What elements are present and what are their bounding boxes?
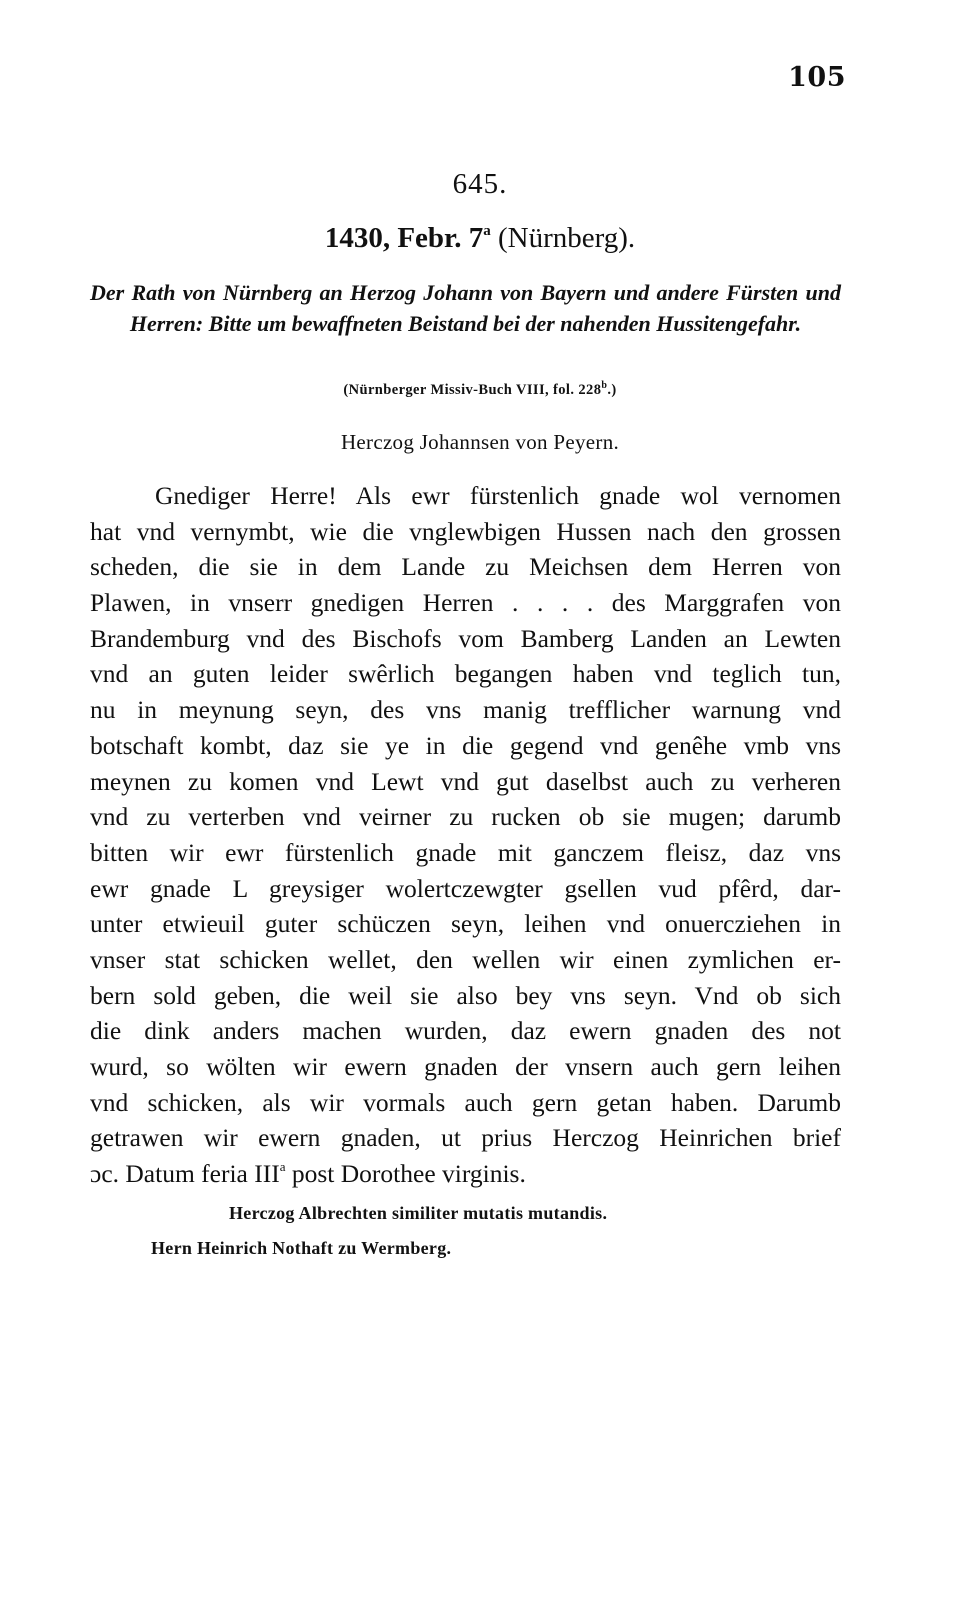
body-line: Plawen, in vnserr gnedigen Herren . . . . des Marggrafen von (90, 588, 841, 618)
document-summary: Der Rath von Nürnberg an Herzog Johann von Bayern und andere Fürsten und Herren: Bitte um bewaffneten Beistand bei der nahenden Hussitengefahr. (90, 280, 841, 336)
body-line: Gnediger Herre! Als ewr fürstenlich gnade wol vernomen (155, 481, 841, 510)
date-place: (Nürnberg). (498, 222, 636, 254)
source-reference (0, 382, 960, 399)
body-line: scheden, die sie in dem Lande zu Meichsen dem Herren von (90, 552, 841, 582)
source-main: (Nürnberger Missiv-Buch VIII, fol. 228 (343, 382, 602, 398)
date-main: 1430, Febr. 7 (324, 222, 484, 254)
document-number: 645. (452, 168, 508, 200)
source-superscript: b (601, 380, 608, 391)
body-line: bern sold geben, die weil sie also bey vns seyn. Vnd ob sich (90, 980, 841, 1010)
letter-body (90, 478, 841, 1192)
body-line: meynen zu komen vnd Lewt vnd gut daselbst auch zu verheren (90, 766, 841, 796)
body-line: vnd zu verterben vnd veirner zu rucken ob sie mugen; darumb (90, 802, 841, 832)
body-line: hat vnd vernymbt, wie die vnglewbigen Hussen nach den grossen (90, 516, 841, 546)
body-last-end: post Dorothee virginis. (285, 1159, 526, 1189)
body-line: vnd schicken, als wir vormals auch gern getan haben. Darumb (90, 1087, 841, 1117)
body-line: getrawen wir ewern gnaden, ut prius Herczog Heinrichen brief (90, 1123, 841, 1153)
addressee-heading: Herczog Johannsen von Peyern. (340, 430, 620, 454)
body-line: vnd an guten leider swêrlich begangen haben vnd teglich tun, (90, 659, 841, 689)
closing-note-nothaft: Hern Heinrich Nothaft zu Wermberg. (151, 1238, 452, 1258)
body-line: nu in meynung seyn, des vns manig trefflicher warnung vnd (90, 695, 841, 725)
body-line: unter etwieuil guter schüczen seyn, leihen vnd onuercziehen in (90, 909, 841, 939)
body-line: vnser stat schicken wellet, den wellen wir einen zymlichen er- (90, 944, 841, 974)
body-last-superscript: a (279, 1159, 286, 1175)
page-number: 105 (788, 62, 846, 93)
date-superscript: a (483, 223, 491, 239)
body-line: ewr gnade L greysiger wolertczewgter gsellen vud pfêrd, dar- (90, 873, 841, 903)
closing-note-albrecht: Herczog Albrechten similiter mutatis mutandis. (229, 1203, 608, 1223)
body-line: Brandemburg vnd des Bischofs vom Bamberg Landen an Lewten (90, 623, 841, 653)
source-end: .) (607, 382, 617, 398)
date-heading (0, 222, 960, 255)
body-line: die dink anders machen wurden, daz ewern gnaden des not (90, 1016, 841, 1046)
body-line-last (90, 1156, 841, 1192)
body-line: bitten wir ewr fürstenlich gnade mit ganczem fleisz, daz vns (90, 837, 841, 867)
body-last-main: ɔc. Datum feria III (90, 1159, 280, 1189)
body-line: botschaft kombt, daz sie ye in die gegend vnd genêhe vmb vns (90, 730, 841, 760)
body-line: wurd, so wölten wir ewern gnaden der vnsern auch gern leihen (90, 1052, 841, 1081)
